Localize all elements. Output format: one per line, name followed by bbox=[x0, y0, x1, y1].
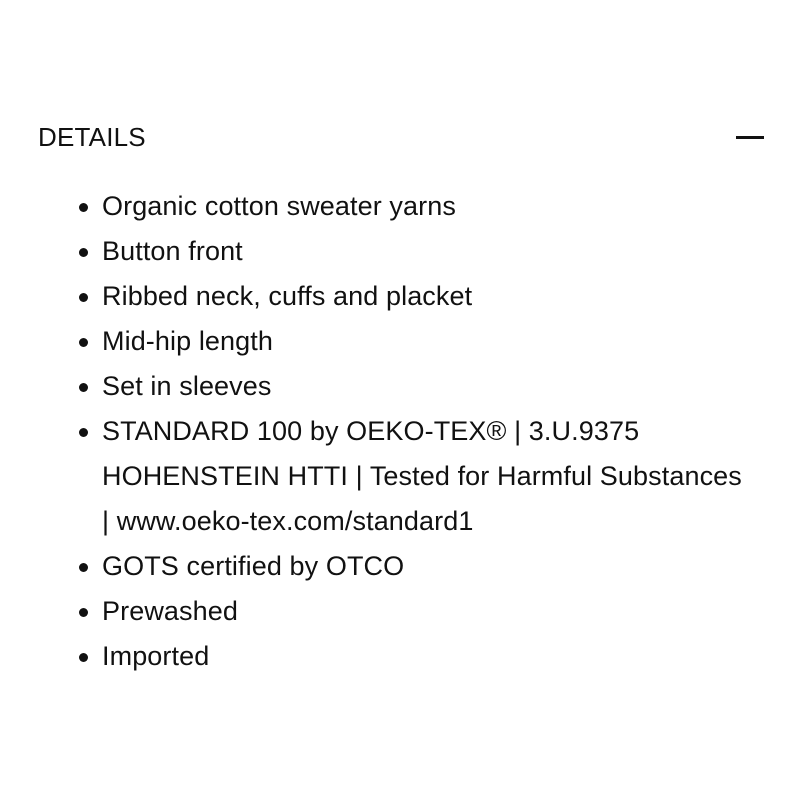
details-item-text: GOTS certified by OTCO bbox=[102, 551, 405, 581]
details-item-sleeves bbox=[66, 364, 746, 409]
details-item-organic-cotton bbox=[66, 184, 746, 229]
details-item-gots bbox=[66, 544, 746, 589]
details-item-text: Set in sleeves bbox=[102, 371, 272, 401]
details-list bbox=[66, 184, 746, 679]
details-item-text: Imported bbox=[102, 641, 210, 671]
details-item-prewashed bbox=[66, 589, 746, 634]
details-item-text: Button front bbox=[102, 236, 243, 266]
details-item-oeko-tex bbox=[66, 409, 746, 544]
details-title: DETAILS bbox=[38, 122, 146, 152]
details-item-text: Organic cotton sweater yarns bbox=[102, 191, 456, 221]
details-item-text: Ribbed neck, cuffs and placket bbox=[102, 281, 473, 311]
details-item-button-front bbox=[66, 229, 746, 274]
details-item-text: Prewashed bbox=[102, 596, 238, 626]
details-item-length bbox=[66, 319, 746, 364]
details-item-imported bbox=[66, 634, 746, 679]
minus-icon[interactable] bbox=[736, 116, 764, 158]
details-accordion-header[interactable] bbox=[38, 116, 770, 158]
details-item-ribbed bbox=[66, 274, 746, 319]
details-item-text: Mid-hip length bbox=[102, 326, 273, 356]
details-item-text: STANDARD 100 by OEKO-TEX® | 3.U.9375 HOHENSTEIN HTTI | Tested for Harmful Substances | www.oeko-tex.com/standard1 bbox=[102, 416, 742, 536]
